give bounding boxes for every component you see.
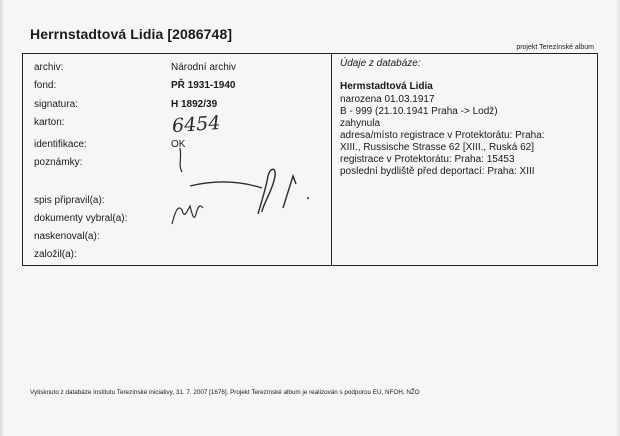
value-identifikace: OK <box>171 139 186 150</box>
handwritten-karton-number: 6454 <box>171 111 222 138</box>
row-dokumenty-vybral <box>23 208 331 228</box>
database-person-name: Hermstadtová Lidia <box>340 81 433 92</box>
label-signatura: signatura: <box>34 99 78 110</box>
row-zalozil <box>23 244 331 264</box>
database-line: adresa/místo registrace v Protektorátu: Praha: <box>340 130 545 141</box>
database-line: narozena 01.03.1917 <box>340 94 435 105</box>
label-dokumenty-vybral: dokumenty vybral(a): <box>34 213 128 224</box>
row-signatura <box>23 94 331 114</box>
label-archiv: archiv: <box>34 62 64 73</box>
row-identifikace <box>23 134 331 154</box>
database-line: XIII., Russische Strasse 62 [XIII., Ruská 62] <box>340 142 534 153</box>
database-line: B - 999 (21.10.1941 Praha -> Lodž) <box>340 106 498 117</box>
row-naskenoval <box>23 226 331 246</box>
label-zalozil: založil(a): <box>34 249 77 260</box>
label-spis-pripravil: spis připravil(a): <box>34 195 105 206</box>
value-archiv: Národní archiv <box>171 62 237 73</box>
label-karton: karton: <box>34 117 65 128</box>
label-identifikace: identifikace: <box>34 139 87 150</box>
archive-info-panel <box>23 54 332 265</box>
label-fond: fond: <box>34 80 57 91</box>
footer-note: Vytisknuto z databáze Institutu Terezínské iniciativy, 31. 7. 2007 [1676]. Projekt Terezínské album je realizován s podporou EU, NFOH, NŽO <box>30 389 420 396</box>
database-heading: Údaje z databáze: <box>340 58 421 69</box>
database-panel <box>332 54 597 265</box>
project-label: projekt Terezínské album <box>516 44 594 51</box>
row-archiv <box>23 57 331 77</box>
row-spis-pripravil <box>23 190 331 210</box>
page-title: Herrnstadtová Lidia [2086748] <box>30 26 233 42</box>
value-signatura: H 1892/39 <box>171 99 218 110</box>
database-line: poslední bydliště před deportací: Praha: XIII <box>340 166 535 177</box>
row-fond <box>23 75 331 95</box>
database-line: zahynula <box>340 118 381 129</box>
database-line: registrace v Protektorátu: Praha: 15453 <box>340 154 515 165</box>
row-karton <box>23 112 331 132</box>
label-poznamky: poznámky: <box>34 157 83 168</box>
record-card <box>22 53 598 266</box>
value-fond: PŘ 1931-1940 <box>171 80 236 91</box>
label-naskenoval: naskenoval(a): <box>34 231 100 242</box>
row-poznamky <box>23 152 331 172</box>
